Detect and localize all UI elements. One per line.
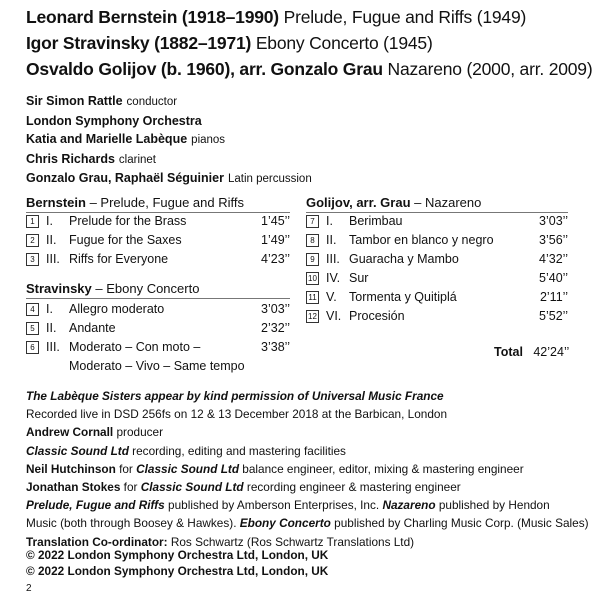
- movement-number: V.: [326, 290, 337, 304]
- movement-number: III.: [46, 340, 60, 354]
- track-number-box: 2: [26, 234, 39, 247]
- header-line-2: [26, 33, 433, 54]
- track-duration: 3’38’’: [261, 340, 290, 354]
- track-duration: 3’03’’: [539, 214, 568, 228]
- publisher-credit-line-2: [26, 514, 589, 532]
- movement-number: I.: [46, 302, 53, 316]
- work-title: Ebony Concerto: [239, 516, 331, 531]
- work-bernstein: Prelude, Fugue and Riffs (1949): [283, 7, 527, 27]
- artist-name: Sir Simon Rattle: [26, 94, 123, 108]
- producer-name: Andrew Cornall: [26, 425, 114, 440]
- track-number-box: 10: [306, 272, 319, 285]
- company-name: Classic Sound Ltd: [140, 480, 244, 495]
- section-work: – Prelude, Fugue and Riffs: [85, 195, 244, 210]
- permission-text: The Labèque Sisters appear by kind permission of Universal Music France: [26, 389, 444, 403]
- artist: [26, 150, 312, 170]
- track-title: Tormenta y Quitiplá: [349, 290, 457, 304]
- permission-note: [26, 387, 586, 405]
- section-composer: Stravinsky: [26, 281, 92, 296]
- track-duration: 4’32’’: [539, 252, 568, 266]
- track-row[interactable]: [26, 212, 290, 231]
- track-row[interactable]: [26, 250, 290, 269]
- artist: [26, 92, 312, 112]
- publisher-credit-line-1: [26, 496, 586, 514]
- engineer-role: balance engineer, editor, mixing & mastering engineer: [239, 461, 524, 476]
- movement-number: III.: [46, 252, 60, 266]
- track-row[interactable]: [306, 269, 568, 288]
- track-title: Guaracha y Mambo: [349, 252, 459, 266]
- track-duration: 4’23’’: [261, 252, 290, 266]
- movement-number: IV.: [326, 271, 341, 285]
- artist-name: London Symphony Orchestra: [26, 113, 202, 128]
- for-text: for: [120, 480, 141, 495]
- track-title-continued: Moderato – Vivo – Same tempo: [69, 359, 245, 373]
- engineer-name: Neil Hutchinson: [26, 461, 116, 476]
- track-duration: 2’11’’: [539, 290, 568, 304]
- track-title: Berimbau: [349, 214, 403, 228]
- track-title: Procesión: [349, 309, 405, 323]
- copyright-block: [26, 547, 328, 579]
- section-title-stravinsky: [26, 281, 199, 296]
- track-duration: 3’03’’: [261, 302, 290, 316]
- work-golijov: Nazareno (2000, arr. 2009): [387, 59, 593, 79]
- track-duration: 1’49’’: [261, 233, 290, 247]
- artist-name: Gonzalo Grau, Raphaël Séguinier: [26, 171, 224, 185]
- artist-name: Katia and Marielle Labèque: [26, 132, 188, 146]
- balance-engineer-credit: [26, 460, 586, 478]
- artist-role: conductor: [126, 96, 178, 108]
- track-row[interactable]: [306, 288, 568, 307]
- track-number-box: 12: [306, 310, 319, 323]
- track-title: Allegro moderato: [69, 302, 165, 316]
- track-row[interactable]: [306, 250, 568, 269]
- track-duration: 5’52’’: [539, 309, 568, 323]
- artist: [26, 112, 312, 131]
- track-number-box: 5: [26, 322, 39, 335]
- track-title: Sur: [349, 271, 369, 285]
- track-title: Riffs for Everyone: [69, 252, 169, 266]
- track-row[interactable]: [306, 212, 568, 231]
- translation-label: Translation Co-ordinator:: [26, 534, 168, 549]
- track-number-box: 11: [306, 291, 319, 304]
- work-stravinsky: Ebony Concerto (1945): [255, 33, 433, 53]
- composer-bernstein: Leonard Bernstein (1918–1990): [26, 7, 279, 27]
- track-duration: 1’45’’: [261, 214, 290, 228]
- composer-stravinsky: Igor Stravinsky (1882–1971): [26, 33, 252, 53]
- company-name: Classic Sound Ltd: [136, 461, 240, 476]
- section-title-golijov: [306, 195, 481, 210]
- movement-number: I.: [326, 214, 333, 228]
- engineer-name: Jonathan Stokes: [26, 480, 121, 495]
- publisher-text: published by Charling Music Corp. (Music Sales): [330, 516, 589, 531]
- phonographic-copyright: © 2022 London Symphony Orchestra Ltd, London, UK: [26, 548, 329, 562]
- track-title: Tambor en blanco y negro: [349, 233, 494, 247]
- section-composer: Bernstein: [26, 195, 86, 210]
- page-number: 2: [26, 583, 32, 594]
- credits: [26, 387, 589, 551]
- section-composer: Golijov, arr. Grau: [306, 195, 411, 210]
- total-duration: [494, 345, 569, 359]
- artist-name: Chris Richards: [26, 151, 115, 166]
- movement-number: VI.: [326, 309, 342, 323]
- track-duration: 2’32’’: [261, 321, 290, 335]
- track-row[interactable]: [26, 319, 290, 338]
- translation-value: Ros Schwartz (Ros Schwartz Translations Ltd): [167, 534, 415, 549]
- track-row[interactable]: [306, 307, 568, 326]
- company-name: Classic Sound Ltd: [26, 443, 129, 458]
- track-duration: 5’40’’: [539, 271, 568, 285]
- track-number-box: 6: [26, 341, 39, 354]
- engineer-role: recording engineer & mastering engineer: [243, 480, 461, 495]
- section-work: – Nazareno: [410, 195, 482, 210]
- track-duration: 3’56’’: [539, 233, 568, 247]
- track-row[interactable]: [26, 231, 290, 250]
- producer-role: producer: [113, 425, 164, 440]
- divider: [26, 298, 290, 299]
- total-value: 42’24’’: [533, 345, 570, 359]
- track-number-box: 9: [306, 253, 319, 266]
- work-title: Prelude, Fugue and Riffs: [26, 498, 165, 513]
- movement-number: II.: [46, 321, 57, 335]
- artist: [26, 169, 312, 189]
- track-title: Andante: [69, 321, 116, 335]
- track-number-box: 8: [306, 234, 319, 247]
- track-row[interactable]: [26, 338, 290, 376]
- header-line-1: [26, 7, 526, 28]
- track-number-box: 1: [26, 215, 39, 228]
- work-title: Nazareno: [382, 498, 436, 513]
- recording-note: Recorded live in DSD 256fs on 12 & 13 December 2018 at the Barbican, London: [26, 407, 448, 422]
- movement-number: II.: [326, 233, 337, 247]
- section-work: – Ebony Concerto: [91, 281, 200, 296]
- for-text: for: [115, 461, 137, 476]
- artist-role: Latin percussion: [227, 173, 312, 185]
- movement-number: II.: [46, 233, 57, 247]
- copyright: © 2022 London Symphony Orchestra Ltd, London, UK: [26, 564, 329, 578]
- section-title-bernstein: [26, 195, 244, 210]
- facilities-credit: [26, 442, 586, 460]
- movement-number: III.: [326, 252, 340, 266]
- total-label: Total: [494, 345, 523, 359]
- artist-role: pianos: [191, 134, 226, 146]
- movement-number: I.: [46, 214, 53, 228]
- publisher-text: published by Amberson Enterprises, Inc.: [164, 498, 383, 513]
- publisher-text: published by Hendon: [435, 498, 550, 513]
- composer-golijov: Osvaldo Golijov (b. 1960), arr. Gonzalo Grau: [26, 59, 383, 79]
- track-row[interactable]: [26, 300, 290, 319]
- artist-role: clarinet: [118, 153, 156, 166]
- publisher-text: Music (both through Boosey & Hawkes).: [26, 516, 240, 531]
- track-title: Moderato – Con moto –: [69, 340, 201, 354]
- producer-credit: [26, 423, 586, 441]
- track-number-box: 4: [26, 303, 39, 316]
- track-title: Prelude for the Brass: [69, 214, 187, 228]
- track-number-box: 3: [26, 253, 39, 266]
- recording-engineer-credit: [26, 478, 586, 496]
- track-title: Fugue for the Saxes: [69, 233, 182, 247]
- facilities-role: recording, editing and mastering facilities: [128, 443, 346, 458]
- artists-list: [26, 92, 312, 189]
- track-row[interactable]: [306, 231, 568, 250]
- header-line-3: [26, 59, 592, 80]
- track-number-box: 7: [306, 215, 319, 228]
- artist: [26, 130, 312, 150]
